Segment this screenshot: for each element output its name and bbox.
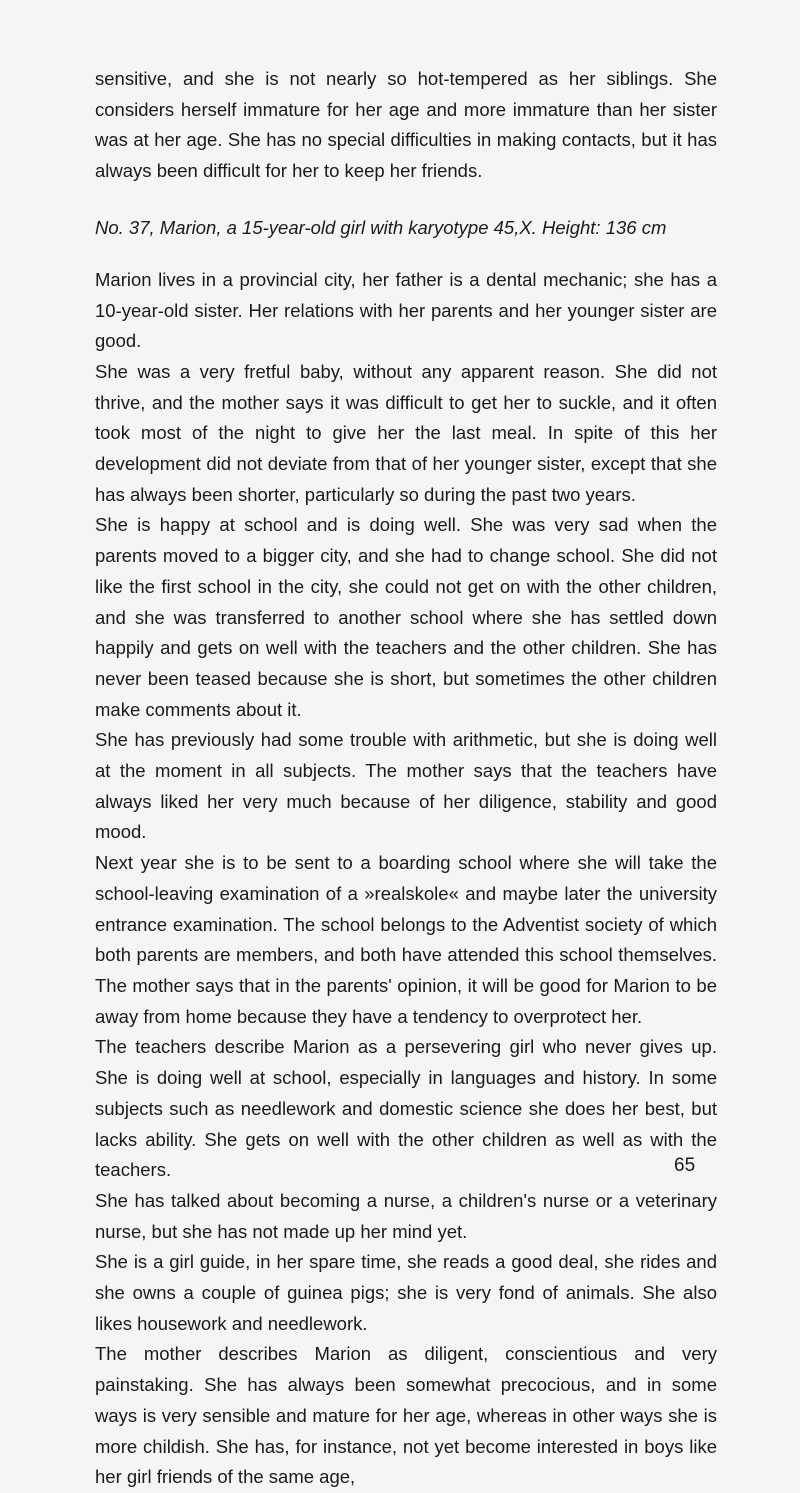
paragraph-7: She has talked about becoming a nurse, a children's nurse or a veterinary nurse, but she has not made up her mind yet. [95, 1189, 717, 1242]
page-number: 65 [674, 1155, 696, 1176]
paragraph-1: Marion lives in a provincial city, her father is a dental mechanic; she has a 10-year-old sister. Her relations with her parents and her younger sister are good. [95, 268, 717, 352]
body-text [95, 64, 717, 1493]
spacer [95, 243, 717, 265]
paragraph-4: She has previously had some trouble with arithmetic, but she is doing well at the moment in all subjects. The mother says that the teachers have always liked her very much because of her diligence, stability and good mood. [95, 729, 717, 843]
case-heading: No. 37, Marion, a 15-year-old girl with karyotype 45,X. Height: 136 cm [95, 216, 667, 238]
paragraph-5: Next year she is to be sent to a boarding school where she will take the school-leaving examination of a »realskole« and maybe later the university entrance examination. The school belongs to the Adventist society of which both parents are members, and both have attended this school themselves. The mother says that in the parents' opinion, it will be good for Marion to be away from home because they have a tendency to overprotect her. [95, 852, 717, 1027]
paragraph-8: She is a girl guide, in her spare time, she reads a good deal, she rides and she owns a couple of guinea pigs; she is very fond of animals. She also likes housework and needlework. [95, 1251, 717, 1334]
paragraph-6: The teachers describe Marion as a persevering girl who never gives up. She is doing well at school, especially in languages and history. In some subjects such as needlework and domestic science she does her best, but lacks ability. She gets on well with the other children as well as with the teachers. [95, 1036, 717, 1181]
paragraph-3: She is happy at school and is doing well. She was very sad when the parents moved to a bigger city, and she had to change school. She did not like the first school in the city, she could not get on with the other children, and she was transferred to another school where she has settled down happily and gets on well with the teachers and the other children. She has never been teased because she is short, but sometimes the other children make comments about it. [95, 514, 717, 720]
paragraph-2: She was a very fretful baby, without any apparent reason. She did not thrive, and the mother says it was difficult to get her to suckle, and it often took most of the night to give her the last meal. In spite of this her development did not deviate from that of her younger sister, except that she has always been shorter, particularly so during the past two years. [95, 360, 717, 505]
opening-paragraph: sensitive, and she is not nearly so hot-tempered as her siblings. She considers herself immature for her age and more immature than her sister was at her age. She has no special difficulties in making contacts, but it has always been difficult for her to keep her friends. [95, 68, 717, 182]
paragraph-9: The mother describes Marion as diligent, conscientious and very painstaking. She has always been somewhat precocious, and in some ways is very sensible and mature for her age, whereas in other ways she is more childish. She has, for instance, not yet become interested in boys like her girl friends of the same age, [95, 1343, 717, 1488]
spacer [95, 187, 717, 213]
